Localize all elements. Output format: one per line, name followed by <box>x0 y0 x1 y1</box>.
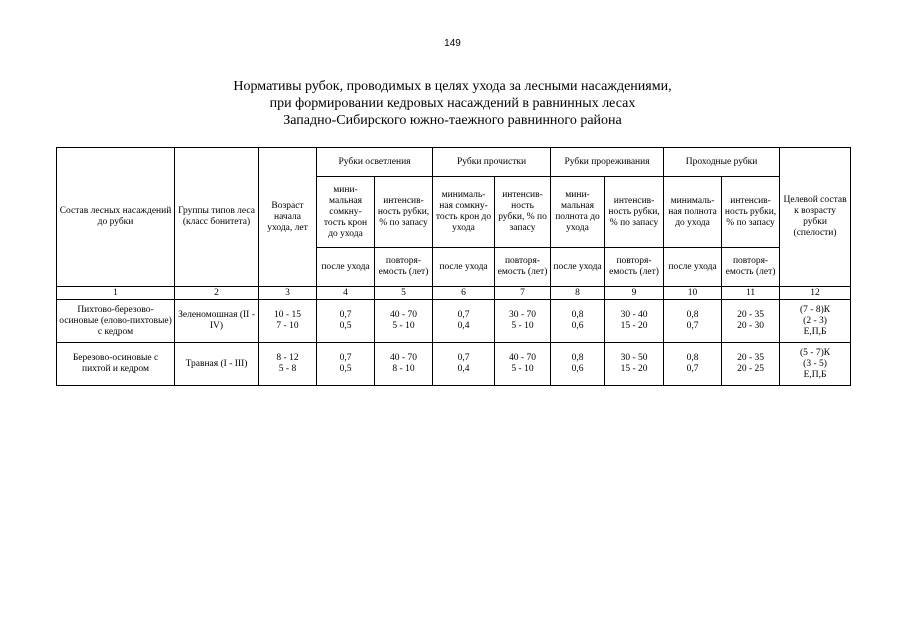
subheader2-cell: после ухода <box>664 248 722 287</box>
subheader2-cell: повторя-емость (лет) <box>605 248 664 287</box>
subheader-cell: мини-мальная сомкну-тость крон до ухода <box>317 177 375 248</box>
table-row <box>57 300 851 343</box>
header-group-cleaning: Рубки прочистки <box>433 148 551 177</box>
subheader-cell: интенсив-ность рубки, % по запасу <box>375 177 433 248</box>
title-line-3: Западно-Сибирского южно-таежного равнинного района <box>283 113 622 128</box>
subheader2-cell: после ухода <box>551 248 605 287</box>
cell-c7: 30 - 70 5 - 10 <box>495 300 551 343</box>
subheader2-cell: повторя-емость (лет) <box>722 248 780 287</box>
col-number: 5 <box>375 287 433 300</box>
cell-c6: 0,7 0,4 <box>433 300 495 343</box>
col-number: 2 <box>175 287 259 300</box>
header-target: Целевой состав к возрасту рубки (спелости) <box>780 148 851 287</box>
col-number: 7 <box>495 287 551 300</box>
cell-group: Зеленомошная (II - IV) <box>175 300 259 343</box>
cell-c9: 30 - 40 15 - 20 <box>605 300 664 343</box>
title-line-2: при формировании кедровых насаждений в равнинных лесах <box>269 96 636 111</box>
cell-age: 8 - 12 5 - 8 <box>259 343 317 386</box>
cell-c11: 20 - 35 20 - 25 <box>722 343 780 386</box>
cell-composition: Березово-осиновые с пихтой и кедром <box>57 343 175 386</box>
subheader2-cell: повторя-емость (лет) <box>495 248 551 287</box>
header-group-thinning: Рубки прореживания <box>551 148 664 177</box>
cell-c10: 0,8 0,7 <box>664 343 722 386</box>
title-line-1: Нормативы рубок, проводимых в целях ухода за лесными насаждениями, <box>233 79 672 94</box>
table-row <box>57 343 851 386</box>
cell-composition: Пихтово-березово-осиновые (елово-пихтовые) с кедром <box>57 300 175 343</box>
subheader-cell: минималь-ная сомкну-тость крон до ухода <box>433 177 495 248</box>
col-number: 10 <box>664 287 722 300</box>
document-title <box>0 78 905 129</box>
cell-c11: 20 - 35 20 - 30 <box>722 300 780 343</box>
cell-target: (7 - 8)К (2 - 3) Е,П,Б <box>780 300 851 343</box>
subheader2-cell: после ухода <box>317 248 375 287</box>
cell-c4: 0,7 0,5 <box>317 300 375 343</box>
cell-c5: 40 - 70 5 - 10 <box>375 300 433 343</box>
header-forest-groups: Группы типов леса (класс бонитета) <box>175 148 259 287</box>
header-group-lightening: Рубки осветления <box>317 148 433 177</box>
subheader2-cell: повторя-емость (лет) <box>375 248 433 287</box>
subheader-cell: интенсив-ность рубки, % по запасу <box>605 177 664 248</box>
col-number: 9 <box>605 287 664 300</box>
cell-c8: 0,8 0,6 <box>551 343 605 386</box>
header-group-passing: Проходные рубки <box>664 148 780 177</box>
cell-target: (5 - 7)К (3 - 5) Е,П,Б <box>780 343 851 386</box>
header-composition: Состав лесных насаждений до рубки <box>57 148 175 287</box>
cell-c4: 0,7 0,5 <box>317 343 375 386</box>
col-number: 1 <box>57 287 175 300</box>
subheader-cell: минималь-ная полнота до ухода <box>664 177 722 248</box>
norms-table <box>56 147 851 386</box>
subheader-cell: интенсив-ность рубки, % по запасу <box>495 177 551 248</box>
col-number: 3 <box>259 287 317 300</box>
page-number: 149 <box>444 38 461 49</box>
col-number: 12 <box>780 287 851 300</box>
cell-age: 10 - 15 7 - 10 <box>259 300 317 343</box>
column-number-row <box>57 287 851 300</box>
col-number: 11 <box>722 287 780 300</box>
cell-c6: 0,7 0,4 <box>433 343 495 386</box>
cell-c9: 30 - 50 15 - 20 <box>605 343 664 386</box>
cell-c8: 0,8 0,6 <box>551 300 605 343</box>
header-start-age: Возраст начала ухода, лет <box>259 148 317 287</box>
col-number: 8 <box>551 287 605 300</box>
col-number: 6 <box>433 287 495 300</box>
subheader-cell: мини-мальная полнота до ухода <box>551 177 605 248</box>
subheader-cell: интенсив-ность рубки, % по запасу <box>722 177 780 248</box>
cell-group: Травная (I - III) <box>175 343 259 386</box>
cell-c5: 40 - 70 8 - 10 <box>375 343 433 386</box>
cell-c7: 40 - 70 5 - 10 <box>495 343 551 386</box>
subheader2-cell: после ухода <box>433 248 495 287</box>
cell-c10: 0,8 0,7 <box>664 300 722 343</box>
col-number: 4 <box>317 287 375 300</box>
